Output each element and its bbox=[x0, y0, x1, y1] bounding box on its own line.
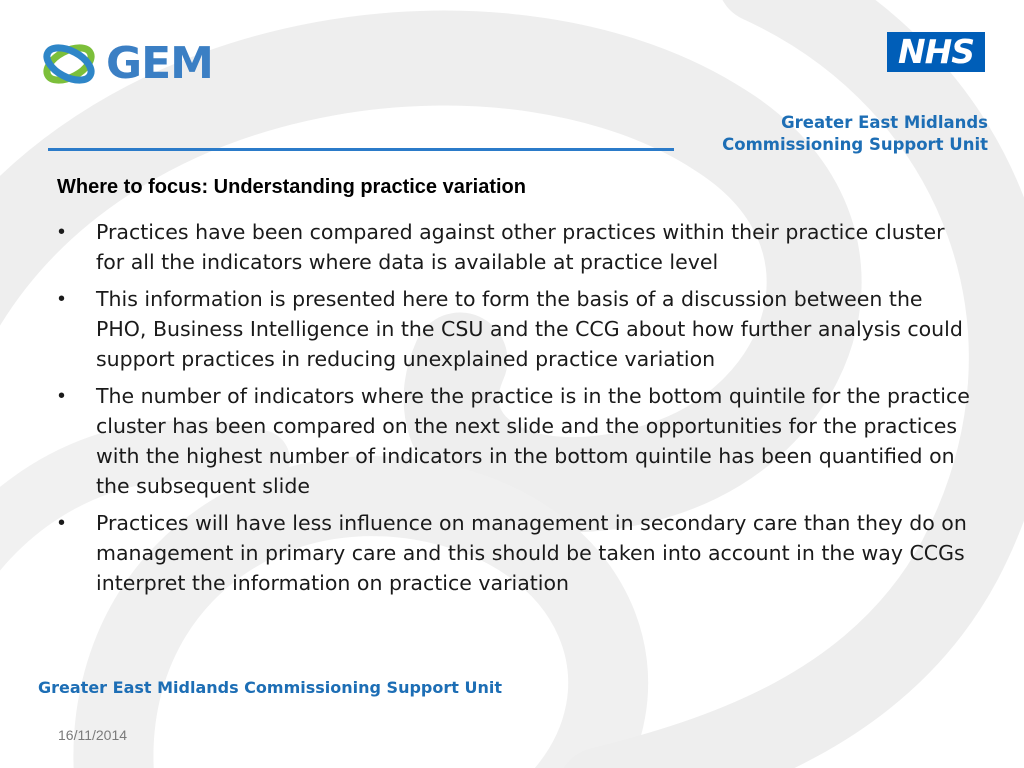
footer-org-name: Greater East Midlands Commissioning Support Unit bbox=[38, 678, 502, 697]
bullet-marker: • bbox=[58, 288, 66, 310]
bullet-marker: • bbox=[58, 385, 66, 407]
bullet-text: This information is presented here to form the basis of a discussion between the PHO, Business Intelligence in the CSU and the CCG about how further analysis could support practices in reducing unexplained practice variation bbox=[96, 287, 963, 371]
header-divider bbox=[48, 148, 674, 151]
gem-logo-text: GEM bbox=[106, 38, 213, 89]
bullet-item bbox=[52, 381, 972, 501]
nhs-logo: NHS bbox=[887, 32, 985, 72]
bullet-item bbox=[52, 217, 972, 277]
bullet-marker: • bbox=[58, 512, 66, 534]
gem-logo bbox=[40, 36, 215, 92]
bullet-text: The number of indicators where the practice is in the bottom quintile for the practice cluster has been compared on the next slide and the opportunities for the practices with the highest number of indicators in the bottom quintile has been quantified on the subsequent slide bbox=[96, 384, 970, 498]
footer-date: 16/11/2014 bbox=[58, 727, 128, 743]
bullet-item bbox=[52, 284, 972, 374]
slide-title: Where to focus: Understanding practice variation bbox=[57, 176, 526, 198]
bullet-item bbox=[52, 508, 972, 598]
bullet-list bbox=[52, 217, 972, 605]
bullet-marker: • bbox=[58, 221, 66, 243]
gem-swirl-logo-icon bbox=[40, 40, 102, 88]
org-name-line-1: Greater East Midlands bbox=[781, 113, 988, 132]
org-name-header bbox=[722, 112, 988, 156]
org-name-line-2: Commissioning Support Unit bbox=[722, 135, 988, 154]
bullet-text: Practices have been compared against other practices within their practice cluster for all the indicators where data is available at practice level bbox=[96, 220, 945, 274]
bullet-text: Practices will have less influence on management in secondary care than they do on management in primary care and this should be taken into account in the way CCGs interpret the information on practice variation bbox=[96, 511, 967, 595]
